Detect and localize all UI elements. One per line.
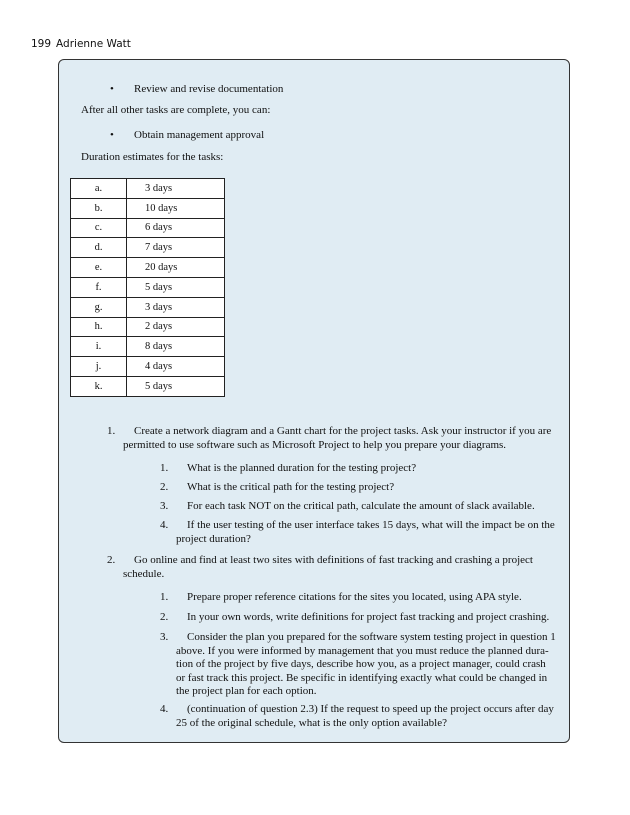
sub-question-text-line: Consider the plan you prepared for the software system testing project in question 1: [187, 631, 556, 643]
sub-question-text-line: In your own words, write definitions for project fast tracking and project crashing.: [187, 611, 550, 623]
task-duration: 10 days: [127, 198, 225, 218]
page-number: 199: [31, 38, 52, 50]
duration-estimates-label: Duration estimates for the tasks:: [81, 151, 224, 163]
task-letter: d.: [71, 238, 127, 258]
question-number: 1.: [107, 425, 116, 437]
table-row: [71, 198, 225, 218]
bullet-icon: •: [110, 83, 114, 95]
sub-question-text-line: the project plan for each option.: [176, 685, 317, 697]
table-row: [71, 277, 225, 297]
task-duration: 4 days: [127, 357, 225, 377]
sub-question-text-line: What is the planned duration for the testing project?: [187, 462, 417, 474]
sub-question-number: 4.: [160, 703, 169, 715]
sub-question-text-line: project duration?: [176, 532, 251, 545]
page-header: [31, 38, 131, 50]
sub-question-number: 3.: [160, 500, 169, 512]
task-letter: a.: [71, 179, 127, 199]
exercise-box: [58, 59, 570, 743]
sub-question-text-line: If the user testing of the user interface takes 15 days, what will the impact be on the: [187, 519, 555, 531]
sub-question-text-line: What is the critical path for the testing project?: [187, 481, 395, 493]
task-duration: 8 days: [127, 337, 225, 357]
sub-question-number: 1.: [160, 591, 169, 603]
sub-question-text-line: Prepare proper reference citations for the sites you located, using APA style.: [187, 591, 522, 603]
sub-question-text-line: above. If you were informed by management that you must reduce the planned dura-: [176, 644, 549, 657]
task-duration-table: [70, 178, 225, 397]
table-row: [71, 297, 225, 317]
task-duration: 2 days: [127, 317, 225, 337]
sub-question-text-line: or fast track this project. Be specific in identifying exactly what could be changed in: [176, 671, 548, 684]
sub-question-number: 2.: [160, 611, 169, 623]
task-letter: i.: [71, 337, 127, 357]
author-name: Adrienne Watt: [56, 38, 131, 50]
task-letter: j.: [71, 357, 127, 377]
sub-question-text-line: tion of the project by five days, describe how you, as a project manager, could crash: [176, 658, 546, 670]
table-row: [71, 317, 225, 337]
question-text-line: schedule.: [123, 567, 165, 580]
table-row: [71, 179, 225, 199]
task-letter: b.: [71, 198, 127, 218]
table-row: [71, 218, 225, 238]
question-number: 2.: [107, 554, 116, 566]
sub-question-text-line: For each task NOT on the critical path, calculate the amount of slack available.: [187, 500, 535, 512]
sub-question-number: 4.: [160, 519, 169, 531]
task-duration: 20 days: [127, 258, 225, 278]
sub-question-number: 2.: [160, 481, 169, 493]
question-text-line: permitted to use software such as Microsoft Project to help you prepare your diagrams.: [123, 438, 507, 451]
question-text-line: Create a network diagram and a Gantt chart for the project tasks. Ask your instructor if you are: [134, 425, 552, 437]
task-letter: f.: [71, 277, 127, 297]
table-row: [71, 258, 225, 278]
table-row: [71, 337, 225, 357]
task-duration: 6 days: [127, 218, 225, 238]
sub-question-text-line: 25 of the original schedule, what is the only option available?: [176, 716, 447, 729]
task-letter: c.: [71, 218, 127, 238]
task-letter: h.: [71, 317, 127, 337]
bullet-icon: •: [110, 129, 114, 141]
bullet-management-approval: Obtain management approval: [134, 129, 265, 141]
table-row: [71, 357, 225, 377]
question-text-line: Go online and find at least two sites with definitions of fast tracking and crashing a project: [134, 554, 533, 566]
sub-question-text-line: (continuation of question 2.3) If the request to speed up the project occurs after day: [187, 703, 554, 715]
bullet-review-documentation: Review and revise documentation: [134, 83, 284, 95]
task-letter: g.: [71, 297, 127, 317]
task-duration: 3 days: [127, 179, 225, 199]
sub-question-number: 3.: [160, 631, 169, 643]
task-duration: 5 days: [127, 376, 225, 396]
sub-question-number: 1.: [160, 462, 169, 474]
task-letter: k.: [71, 376, 127, 396]
task-letter: e.: [71, 258, 127, 278]
table-row: [71, 376, 225, 396]
task-duration: 3 days: [127, 297, 225, 317]
task-duration: 5 days: [127, 277, 225, 297]
table-row: [71, 238, 225, 258]
after-tasks-text: After all other tasks are complete, you can:: [81, 104, 271, 116]
task-duration: 7 days: [127, 238, 225, 258]
